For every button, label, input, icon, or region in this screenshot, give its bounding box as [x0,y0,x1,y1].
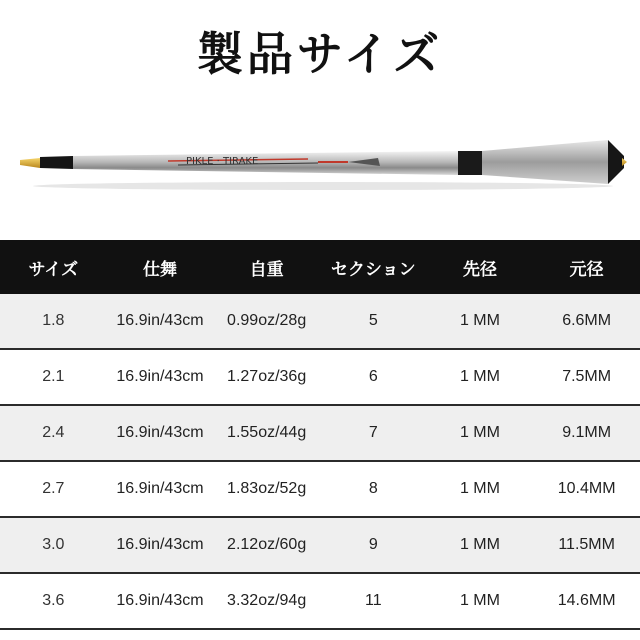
rod-black-section [40,156,73,169]
cell-size: 2.4 [0,405,107,461]
cell-butt-diameter: 11.5MM [533,517,640,573]
cell-tip-diameter: 1 MM [427,517,534,573]
table-row [0,349,640,405]
cell-butt-diameter: 10.4MM [533,461,640,517]
cell-sections: 7 [320,405,427,461]
cell-weight: 1.55oz/44g [213,405,320,461]
header-butt-diameter: 元径 [533,240,640,294]
cell-butt-diameter: 9.1MM [533,405,640,461]
cell-tip-diameter: 1 MM [427,573,534,629]
rod-dark-band [458,151,482,175]
rod-main-blank [73,151,458,175]
header-closed-length: 仕舞 [107,240,214,294]
cell-size: 3.6 [0,573,107,629]
header-size: サイズ [0,240,107,294]
cell-closed-length: 16.9in/43cm [107,517,214,573]
cell-butt-diameter: 6.6MM [533,294,640,349]
header-sections: セクション [320,240,427,294]
cell-weight: 1.83oz/52g [213,461,320,517]
cell-weight: 1.27oz/36g [213,349,320,405]
fishing-rod-illustration [18,118,628,208]
cell-size: 3.0 [0,517,107,573]
rod-brand-text: PIKLE ⋅ TIRAKE [186,156,259,167]
table-row [0,294,640,349]
rod-gold-cap-right [622,158,627,166]
table-row [0,573,640,629]
cell-sections: 9 [320,517,427,573]
spec-table [0,240,640,630]
cell-closed-length: 16.9in/43cm [107,573,214,629]
cell-butt-diameter: 14.6MM [533,573,640,629]
rod-end-cap [608,140,624,184]
cell-butt-diameter: 7.5MM [533,349,640,405]
header-tip-diameter: 先径 [427,240,534,294]
cell-closed-length: 16.9in/43cm [107,461,214,517]
cell-size: 1.8 [0,294,107,349]
cell-closed-length: 16.9in/43cm [107,405,214,461]
rod-gold-cap-left [20,158,40,168]
cell-tip-diameter: 1 MM [427,405,534,461]
cell-sections: 5 [320,294,427,349]
cell-closed-length: 16.9in/43cm [107,349,214,405]
cell-sections: 8 [320,461,427,517]
cell-tip-diameter: 1 MM [427,461,534,517]
cell-sections: 11 [320,573,427,629]
fishing-rod-image [18,118,628,208]
rod-grip [482,140,608,184]
cell-weight: 3.32oz/94g [213,573,320,629]
header-weight: 自重 [213,240,320,294]
table-header-row [0,240,640,294]
cell-size: 2.7 [0,461,107,517]
cell-size: 2.1 [0,349,107,405]
cell-weight: 2.12oz/60g [213,517,320,573]
cell-sections: 6 [320,349,427,405]
table-row [0,517,640,573]
cell-closed-length: 16.9in/43cm [107,294,214,349]
cell-tip-diameter: 1 MM [427,294,534,349]
table-row [0,405,640,461]
cell-tip-diameter: 1 MM [427,349,534,405]
cell-weight: 0.99oz/28g [213,294,320,349]
table-row [0,461,640,517]
page-title: 製品サイズ [196,27,444,81]
